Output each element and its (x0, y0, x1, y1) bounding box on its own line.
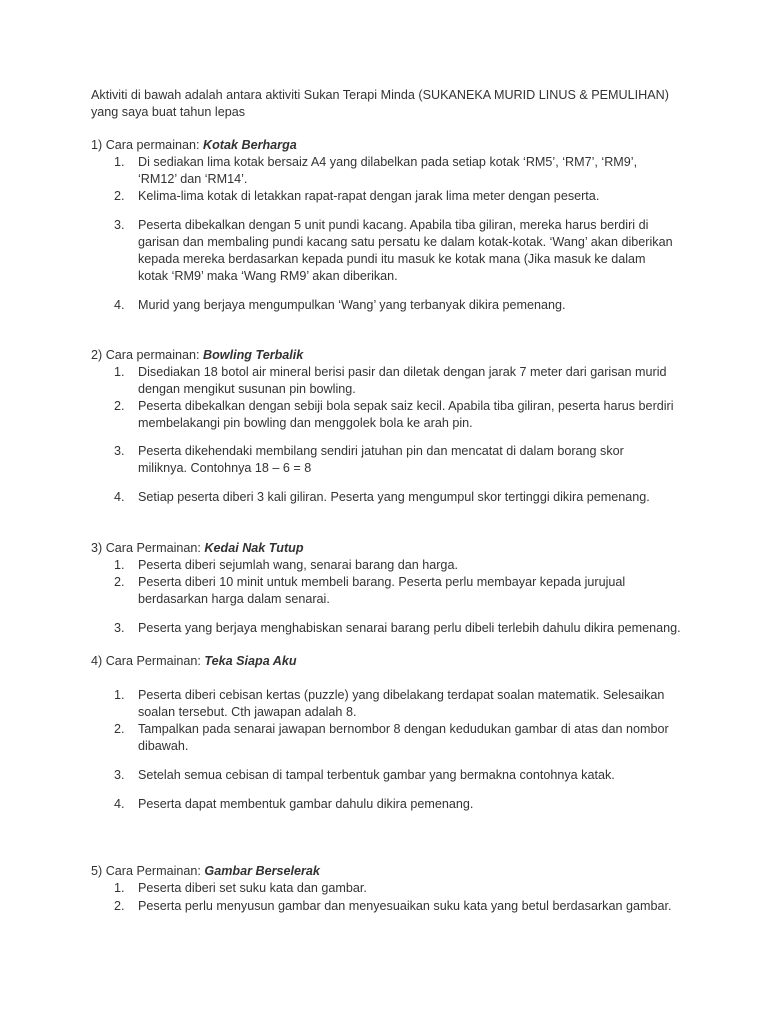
section-prefix: 4) Cara Permainan: (91, 654, 205, 668)
list-text: Peserta dapat membentuk gambar dahulu dikira pemenang. (138, 797, 474, 811)
list-text: Peserta diberi set suku kata dan gambar. (138, 881, 367, 895)
list-number: 4. (114, 298, 125, 312)
list-number: 2. (114, 399, 125, 413)
list-number: 1. (114, 365, 125, 379)
section-title: Bowling Terbalik (203, 348, 304, 362)
list-text: Murid yang berjaya mengumpulkan ‘Wang’ yang terbanyak dikira pemenang. (138, 298, 566, 312)
list-text: Peserta diberi cebisan kertas (puzzle) yang dibelakang terdapat soalan matematik. Selesaikan soalan tersebut. Cth jawapan adalah 8. (138, 688, 665, 719)
section-prefix: 3) Cara Permainan: (91, 541, 205, 555)
list-number: 3. (114, 768, 125, 782)
list-number: 1. (114, 688, 125, 702)
section-title: Gambar Berselerak (204, 864, 320, 878)
list-text: Peserta diberi sejumlah wang, senarai barang dan harga. (138, 558, 458, 572)
intro-paragraph: Aktiviti di bawah adalah antara aktiviti Sukan Terapi Minda (SUKANEKA MURID LINUS & PEMULIHAN) yang saya buat tahun lepas (91, 88, 669, 119)
list-number: 1. (114, 155, 125, 169)
list-number: 3. (114, 218, 125, 232)
section-title: Teka Siapa Aku (204, 654, 297, 668)
list-text: Kelima-lima kotak di letakkan rapat-rapat dengan jarak lima meter dengan peserta. (138, 189, 600, 203)
list-number: 3. (114, 621, 125, 635)
section-heading-2 (91, 347, 303, 364)
section-heading-1 (91, 137, 297, 154)
list-text: Setelah semua cebisan di tampal terbentuk gambar yang bermakna contohnya katak. (138, 768, 615, 782)
list-number: 2. (114, 722, 125, 736)
list-text: Di sediakan lima kotak bersaiz A4 yang dilabelkan pada setiap kotak ‘RM5’, ‘RM7’, ‘RM9’, ‘RM12’ dan ‘RM14’. (138, 155, 638, 186)
list-number: 4. (114, 797, 125, 811)
section-heading-4 (91, 653, 297, 670)
section-heading-3 (91, 540, 304, 557)
section-heading-5 (91, 863, 320, 880)
list-number: 2. (114, 575, 125, 589)
list-text: Peserta perlu menyusun gambar dan menyesuaikan suku kata yang betul berdasarkan gambar. (138, 899, 672, 913)
section-title: Kedai Nak Tutup (204, 541, 304, 555)
section-prefix: 1) Cara permainan: (91, 138, 203, 152)
list-number: 1. (114, 881, 125, 895)
list-text: Peserta diberi 10 minit untuk membeli barang. Peserta perlu membayar kepada jurujual berdasarkan harga dalam senarai. (138, 575, 626, 606)
list-text: Setiap peserta diberi 3 kali giliran. Peserta yang mengumpul skor tertinggi dikira pemenang. (138, 490, 650, 504)
list-text: Peserta dikehendaki membilang sendiri jatuhan pin dan mencatat di dalam borang skor miliknya. Contohnya 18 – 6 = 8 (138, 444, 624, 475)
list-number: 4. (114, 490, 125, 504)
list-text: Tampalkan pada senarai jawapan bernombor 8 dengan kedudukan gambar di atas dan nombor dibawah. (138, 722, 669, 753)
list-text: Disediakan 18 botol air mineral berisi pasir dan diletak dengan jarak 7 meter dari garisan murid dengan mengikut susunan pin bowling. (138, 365, 667, 396)
list-text: Peserta yang berjaya menghabiskan senarai barang perlu dibeli terlebih dahulu dikira pemenang. (138, 621, 681, 635)
section-prefix: 5) Cara Permainan: (91, 864, 205, 878)
list-number: 2. (114, 189, 125, 203)
list-number: 2. (114, 899, 125, 913)
list-number: 3. (114, 444, 125, 458)
list-text: Peserta dibekalkan dengan 5 unit pundi kacang. Apabila tiba giliran, mereka harus berdiri di garisan dan membaling pundi kacang satu persatu ke dalam kotak-kotak. ‘Wang’ akan diberikan kepada mereka berdasarkan kepada pundi itu masuk ke kotak mana (Jika masuk ke dalam kotak ‘RM9’ maka ‘Wang RM9’ akan diberikan. (138, 218, 673, 283)
section-prefix: 2) Cara permainan: (91, 348, 203, 362)
list-number: 1. (114, 558, 125, 572)
list-text: Peserta dibekalkan dengan sebiji bola sepak saiz kecil. Apabila tiba giliran, peserta harus berdiri membelakangi pin bowling dan menggolek bola ke arah pin. (138, 399, 674, 430)
section-title: Kotak Berharga (203, 138, 297, 152)
